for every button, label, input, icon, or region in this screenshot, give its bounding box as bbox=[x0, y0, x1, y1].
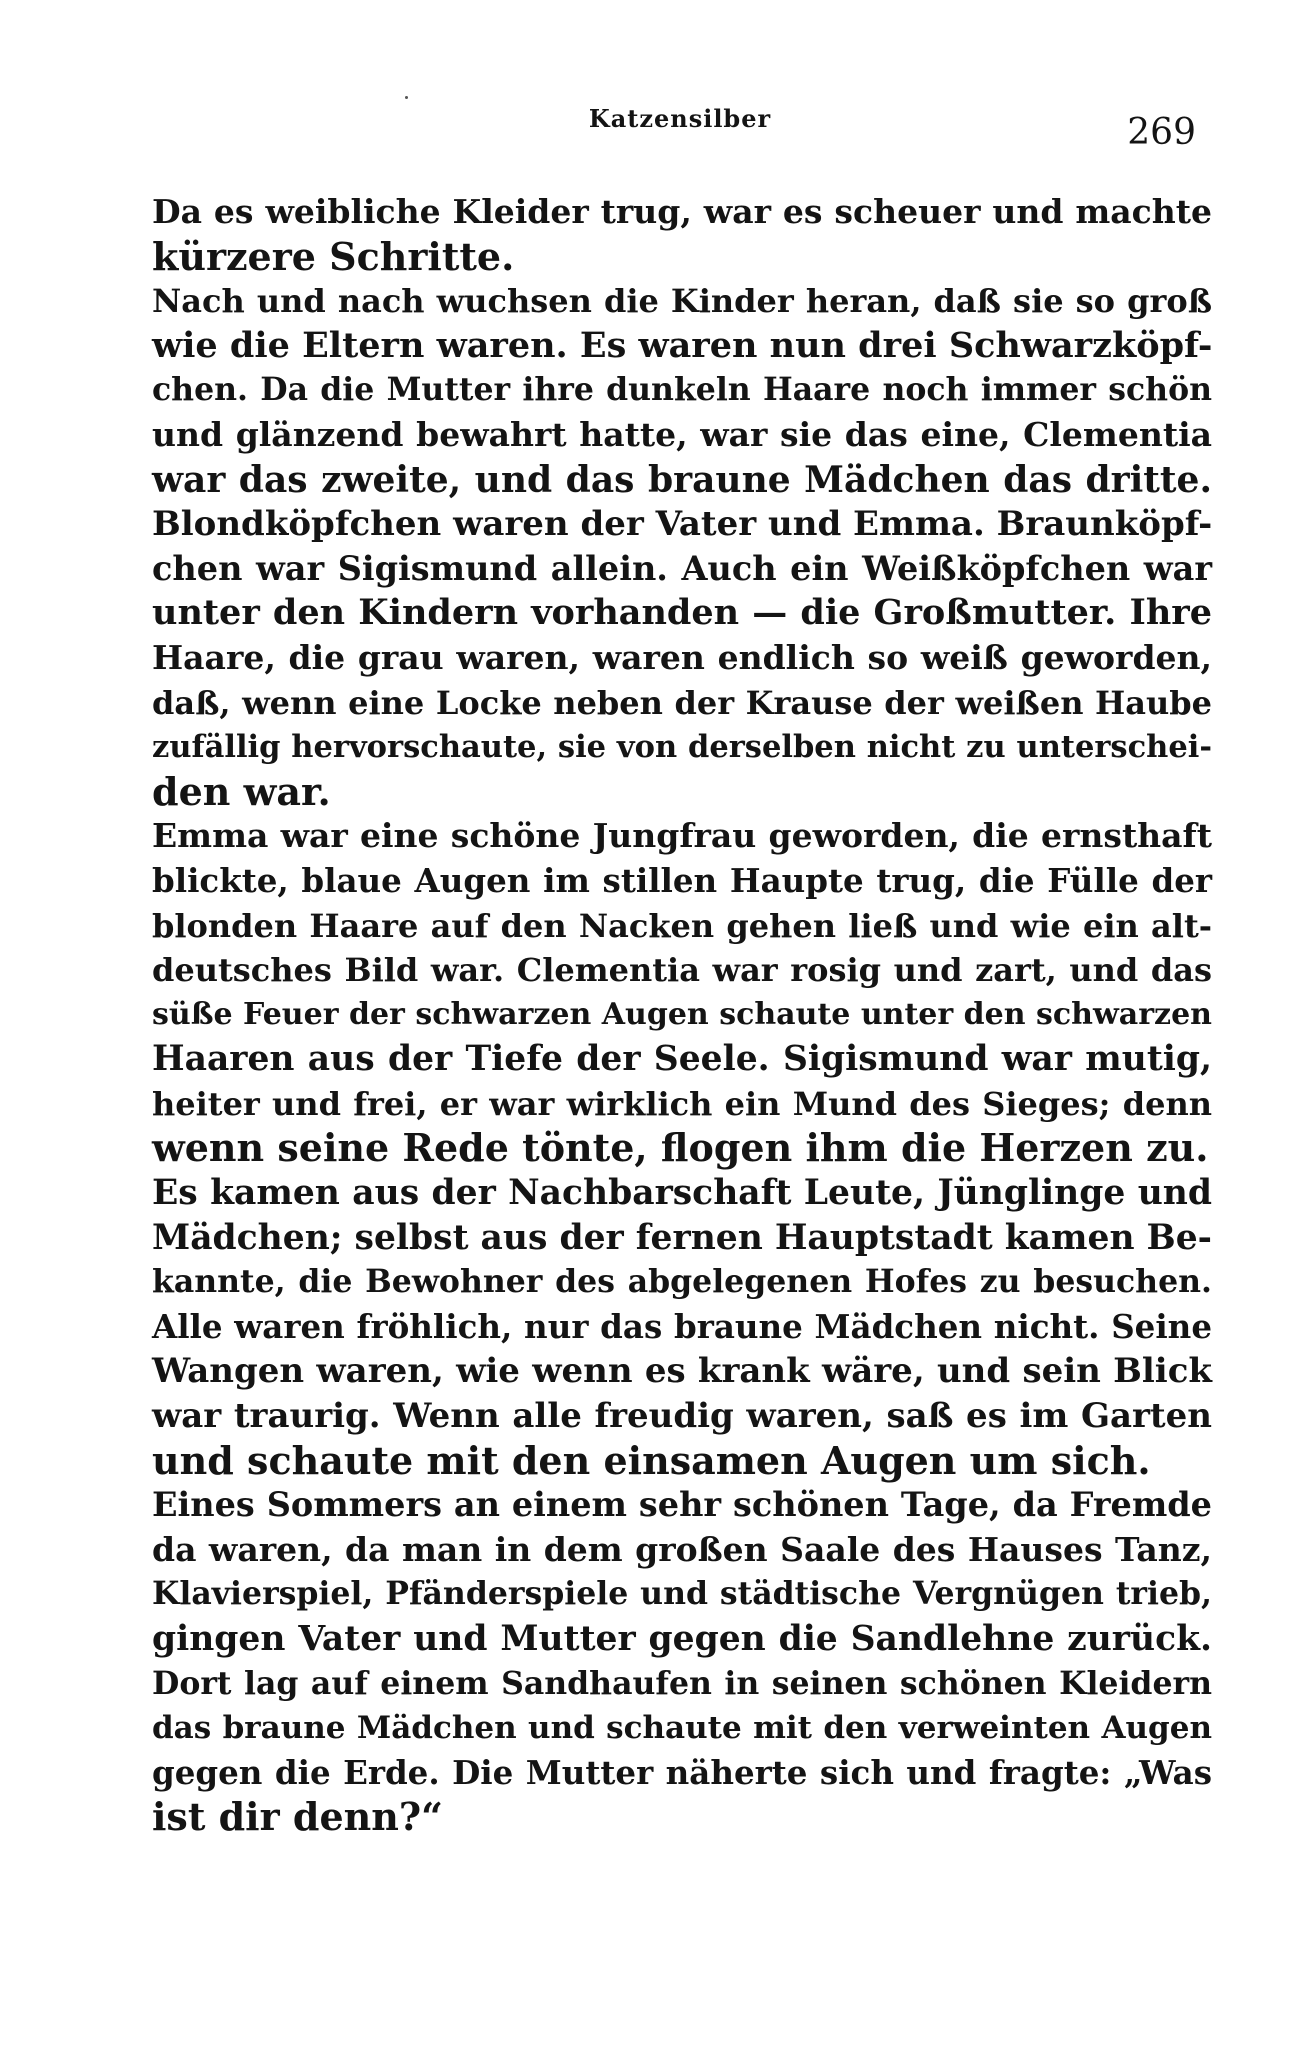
text-line: Haare, die grau waren, waren endlich so weiß geworden, bbox=[152, 637, 1212, 677]
text-line: das braune Mädchen und schaute mit den verweinten Augen bbox=[152, 1710, 1212, 1747]
text-line: Eines Sommers an einem sehr schönen Tage, da Fremde bbox=[152, 1485, 1212, 1525]
text-line: wie die Eltern waren. Es waren nun drei Schwarzköpf- bbox=[152, 324, 1213, 366]
text-line: gingen Vater und Mutter gegen die Sandlehne zurück. bbox=[152, 1619, 1212, 1659]
text-line: kürzere Schritte. bbox=[152, 233, 515, 279]
running-title: Katzensilber bbox=[588, 104, 772, 133]
text-line: süße Feuer der schwarzen Augen schaute unter den schwarzen bbox=[152, 996, 1212, 1032]
text-line: Es kamen aus der Nachbarschaft Leute, Jünglinge und bbox=[152, 1173, 1212, 1214]
text-line: blickte, blaue Augen im stillen Haupte trug, die Fülle der bbox=[152, 860, 1212, 900]
text-line: kannte, die Bewohner des abgelegenen Hofes zu besuchen. bbox=[152, 1263, 1212, 1301]
text-line: Blondköpfchen waren der Vater und Emma. Braunköpf- bbox=[152, 504, 1213, 545]
body-text bbox=[152, 190, 1212, 1840]
text-line: chen war Sigismund allein. Auch ein Weißköpfchen war bbox=[152, 548, 1212, 588]
text-line: Wangen waren, wie wenn es krank wäre, und sein Blick bbox=[152, 1351, 1212, 1392]
text-line: Mädchen; selbst aus der fernen Hauptstadt kamen Be- bbox=[152, 1217, 1212, 1258]
text-line: Haaren aus der Tiefe der Seele. Sigismund war mutig, bbox=[152, 1039, 1212, 1080]
text-line: zufällig hervorschaute, sie von derselben nicht zu unterschei- bbox=[152, 729, 1212, 766]
text-line: Da es weibliche Kleider trug, war es scheuer und machte bbox=[152, 192, 1212, 231]
text-line: unter den Kindern vorhanden — die Großmutter. Ihre bbox=[152, 592, 1212, 634]
text-line: ist dir denn?“ bbox=[152, 1794, 443, 1840]
text-line: chen. Da die Mutter ihre dunkeln Haare noch immer schön bbox=[152, 371, 1212, 409]
page-number: 269 bbox=[1127, 112, 1196, 153]
text-line: daß, wenn eine Locke neben der Krause der weißen Haube bbox=[152, 683, 1212, 722]
text-line: und schaute mit den einsamen Augen um sich. bbox=[152, 1437, 1151, 1483]
text-line: Emma war eine schöne Jungfrau geworden, die ernsthaft bbox=[152, 816, 1212, 856]
text-line: Dort lag auf einem Sandhaufen in seinen schönen Kleidern bbox=[152, 1664, 1212, 1702]
text-line: deutsches Bild war. Clementia war rosig und zart, und das bbox=[152, 951, 1212, 990]
text-line: da waren, da man in dem großen Saale des Hauses Tanz, bbox=[152, 1529, 1212, 1569]
text-line: war das zweite, und das braune Mädchen das dritte. bbox=[152, 458, 1212, 501]
print-speck bbox=[405, 96, 408, 99]
text-line: den war. bbox=[152, 768, 331, 814]
text-line: Nach und nach wuchsen die Kinder heran, daß sie so groß bbox=[152, 282, 1212, 321]
text-line: blonden Haare auf den Nacken gehen ließ und wie ein alt- bbox=[152, 906, 1212, 945]
text-line: Alle waren fröhlich, nur das braune Mädchen nicht. Seine bbox=[152, 1306, 1212, 1346]
text-line: heiter und frei, er war wirklich ein Mund des Sieges; denn bbox=[152, 1084, 1212, 1123]
text-line: gegen die Erde. Die Mutter näherte sich und fragte: „Was bbox=[152, 1752, 1212, 1792]
text-line: wenn seine Rede tönte, flogen ihm die Herzen zu. bbox=[152, 1125, 1209, 1171]
text-line: war traurig. Wenn alle freudig waren, saß es im Garten bbox=[152, 1396, 1212, 1437]
text-line: Klavierspiel, Pfänderspiele und städtische Vergnügen trieb, bbox=[152, 1575, 1212, 1613]
text-line: und glänzend bewahrt hatte, war sie das eine, Clementia bbox=[152, 414, 1212, 454]
